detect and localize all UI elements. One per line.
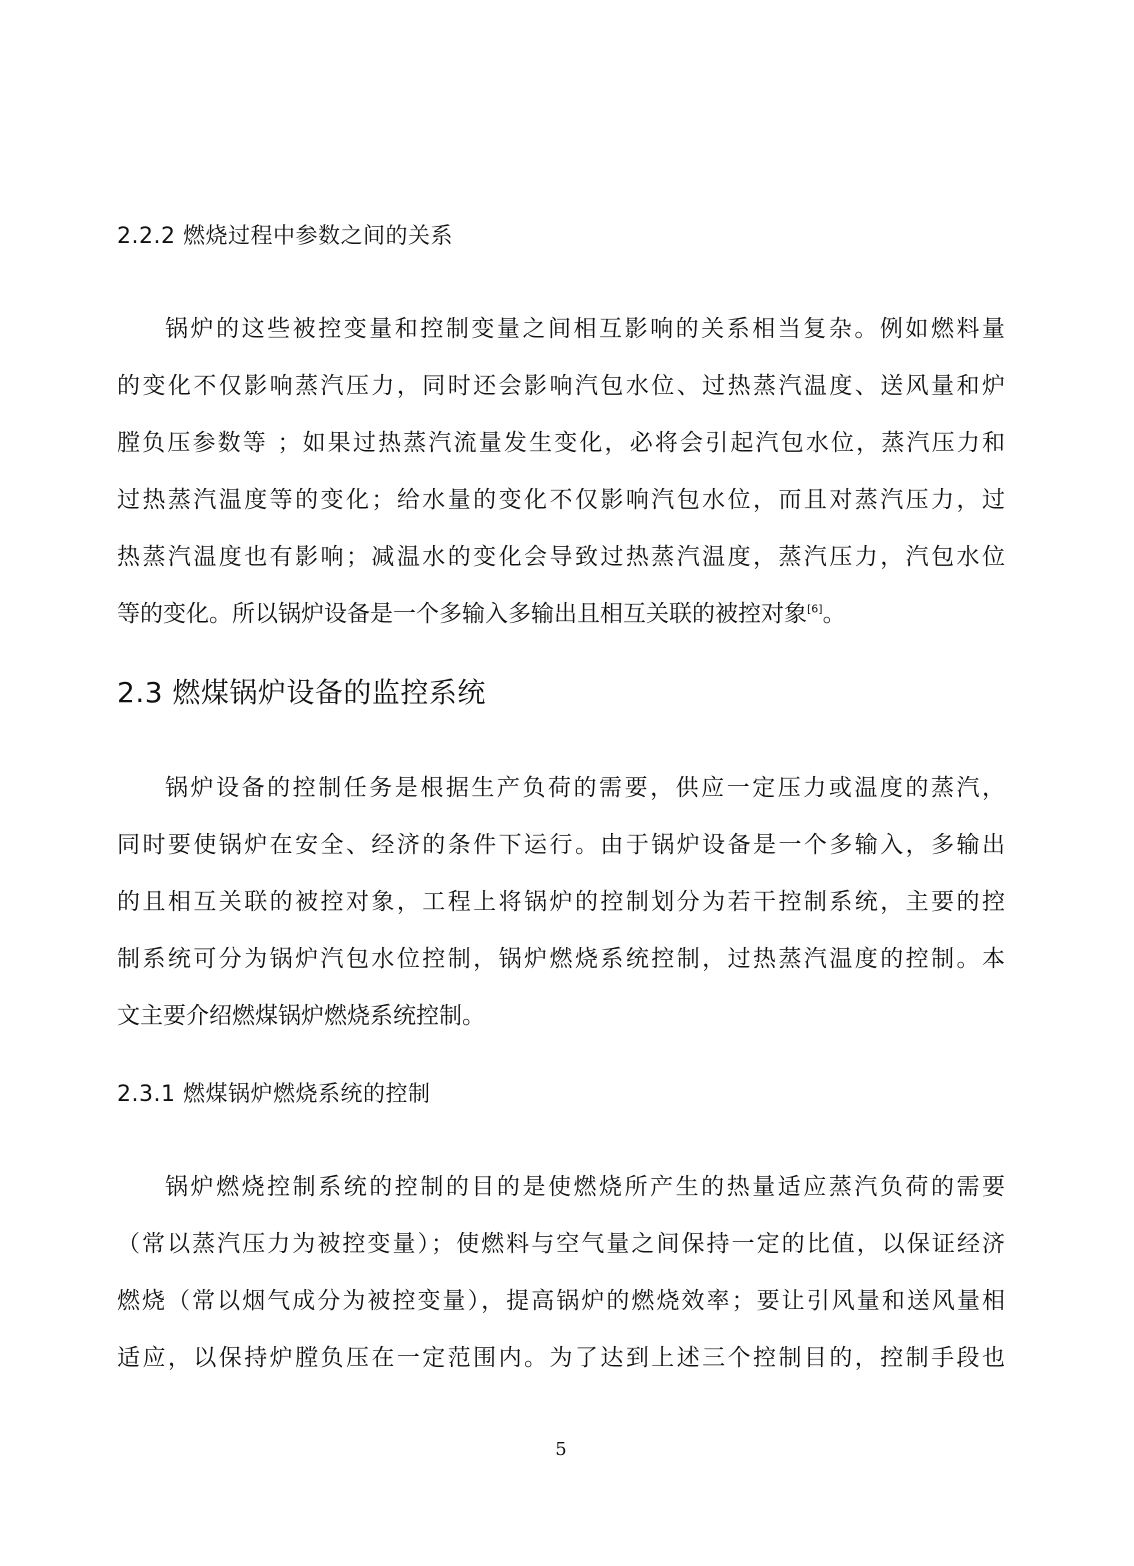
heading-2-3: 2.3 燃煤锅炉设备的监控系统 [117,676,486,709]
heading-2-3-1: 2.3.1 燃煤锅炉燃烧系统的控制 [117,1082,431,1107]
paragraph-line: 锅炉燃烧控制系统的控制的目的是使燃烧所产生的热量适应蒸汽负荷的需要 [165,1174,1005,1200]
paragraph-line: 过热蒸汽温度等的变化；给水量的变化不仅影响汽包水位，而且对蒸汽压力，过 [117,487,1005,513]
paragraph-line: 制系统可分为锅炉汽包水位控制，锅炉燃烧系统控制，过热蒸汽温度的控制。本 [117,946,1005,972]
paragraph-line: 锅炉的这些被控变量和控制变量之间相互影响的关系相当复杂。例如燃料量 [165,316,1005,342]
page-number: 5 [555,1439,567,1460]
paragraph-last-line [117,599,1005,656]
paragraph-line: 文主要介绍燃煤锅炉燃烧系统控制。 [117,1003,485,1029]
paragraph-line: 膛负压参数等 ；如果过热蒸汽流量发生变化，必将会引起汽包水位，蒸汽压力和 [117,430,1005,456]
paragraph-line: 热蒸汽温度也有影响；减温水的变化会导致过热蒸汽温度，蒸汽压力，汽包水位 [117,544,1005,570]
citation-reference[interactable]: [6] [807,602,823,616]
paragraph-line: 同时要使锅炉在安全、经济的条件下运行。由于锅炉设备是一个多输入，多输出 [117,832,1005,858]
paragraph-line-end: 。 [822,601,846,627]
paragraph-line: 适应，以保持炉膛负压在一定范围内。为了达到上述三个控制目的，控制手段也 [117,1345,1005,1371]
paragraph-2-3-1 [117,1172,1005,1400]
paragraph-2-3 [117,773,1005,1058]
paragraph-line: （常以蒸汽压力为被控变量）；使燃料与空气量之间保持一定的比值，以保证经济 [117,1231,1005,1257]
paragraph-line: 的变化不仅影响蒸汽压力，同时还会影响汽包水位、过热蒸汽温度、送风量和炉 [117,373,1005,399]
paragraph-line: 锅炉设备的控制任务是根据生产负荷的需要，供应一定压力或温度的蒸汽， [165,775,1005,801]
paragraph-line: 燃烧（常以烟气成分为被控变量），提高锅炉的燃烧效率；要让引风量和送风量相 [117,1288,1005,1314]
paragraph-2-2-2 [117,314,1005,656]
paragraph-line: 的且相互关联的被控对象，工程上将锅炉的控制划分为若干控制系统，主要的控 [117,889,1005,915]
heading-2-2-2: 2.2.2 燃烧过程中参数之间的关系 [117,224,453,249]
paragraph-line-text: 等的变化。所以锅炉设备是一个多输入多输出且相互关联的被控对象 [117,601,807,627]
